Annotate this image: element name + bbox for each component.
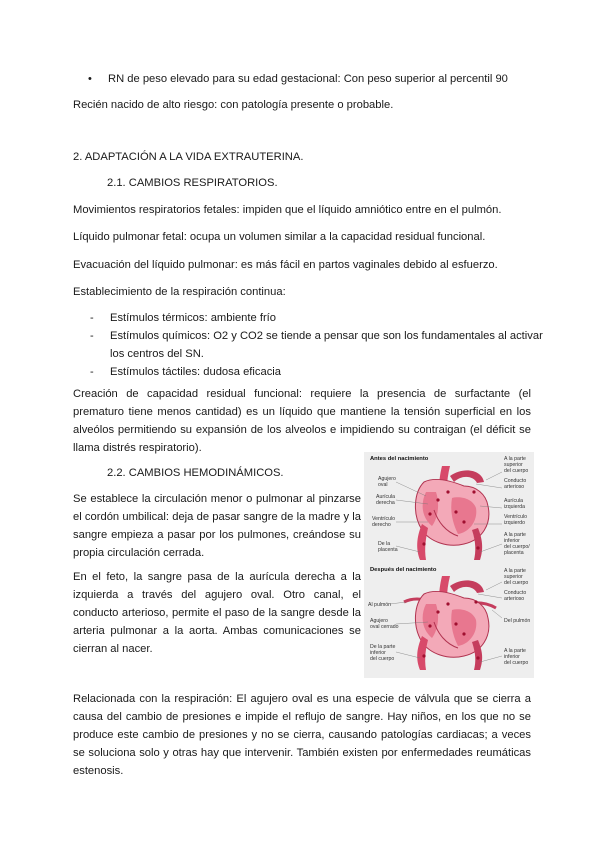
section-heading-adaptacion: 2. ADAPTACIÓN A LA VIDA EXTRAUTERINA. [73,151,304,163]
list-item-quimicos-cont: los centros del SN. [110,348,204,360]
paragraph-movimientos: Movimientos respiratorios fetales: impiden que el líquido amniótico entre en el pulmón. [73,204,502,216]
label-a-la-parte-inferior: A la parte inferior del cuerpo [504,648,529,666]
paragraph-creacion-crf: Creación de capacidad residual funcional: requiere la presencia de surfactante (el prematuro tiene menos cantidad) es un líquido que mantiene la tensión superficial en los alveólos permitiendo su expansión de los alveolos e impidiendo su contraigan (el déficit se llama distrés respiratorio). [73,388,531,454]
heart-circulation-figure [364,452,534,678]
paragraph-liquido-pulmonar: Líquido pulmonar fetal: ocupa un volumen similar a la capacidad residual funcional. [73,231,486,243]
heart-diagram [364,452,534,678]
label-ventriculo-derecho: Ventrículo derecho [372,516,396,528]
paragraph-alto-riesgo: Recién nacido de alto riesgo: con patología presente o probable. [73,99,394,111]
label-parte-inferior-placenta: A la parte inferior del cuerpo/ placenta [504,532,530,556]
paragraph-establecimiento: Establecimiento de la respiración continua: [73,286,286,298]
subsection-heading-respiratorios: 2.1. CAMBIOS RESPIRATORIOS. [107,177,278,189]
label-de-la-placenta: De la placenta [378,541,398,553]
label-de-la-parte-inferior: De la parte inferior del cuerpo [370,644,396,662]
list-item-quimicos: Estímulos químicos: O2 y CO2 se tiende a pensar que son los fundamentales al activar [110,330,543,342]
paragraph-circulacion-menor: Se establece la circulación menor o pulmonar al pinzarse el cordón umbilical: deja de pasar sangre de la madre y la sangre empieza a pasar por los pulmones, creándose su propia circulación cerrada. [73,493,361,559]
label-agujero-oval: Agujero oval [378,476,396,488]
subsection-heading-hemodinamicos: 2.2. CAMBIOS HEMODINÁMICOS. [107,467,284,479]
list-item-termicos: Estímulos térmicos: ambiente frío [110,312,277,324]
bullet-rn-peso-elevado: RN de peso elevado para su edad gestacional: Con peso superior al percentil 90 [108,73,508,85]
figure-title-before: Antes del nacimiento [370,456,429,462]
figure-title-after: Después del nacimiento [370,567,437,573]
bullet-marker: • [88,73,92,85]
paragraph-evacuacion: Evacuación del líquido pulmonar: es más fácil en partos vaginales debido al esfuerzo. [73,259,498,271]
label-al-pulmon: Al pulmón [368,602,392,608]
dash-marker: - [90,366,94,378]
dash-marker: - [90,330,94,342]
label-del-pulmon: Del pulmón [504,618,531,624]
paragraph-feto: En el feto, la sangre pasa de la aurícula derecha a la izquierda a través del agujero oval. Otro canal, el conducto arterioso, permite el paso de la sangre desde la arteria pulmonar a la aorta. Ambas comunicaciones se cierran al nacer. [73,571,361,655]
label-auricula-izquierda: Aurícula izquierda [504,498,526,510]
list-item-tactiles: Estímulos táctiles: dudosa eficacia [110,366,282,378]
label-agujero-oval-cerrado: Agujero oval cerrado [370,618,399,630]
label-conducto-arterioso-after: Conducto arterioso [504,590,527,602]
label-parte-superior-after: A la parte superior del cuerpo [504,568,529,586]
label-conducto-arterioso: Conducto arterioso [504,478,527,490]
dash-marker: - [90,312,94,324]
label-parte-superior: A la parte superior del cuerpo [504,456,529,474]
paragraph-relacionada: Relacionada con la respiración: El agujero oval es una especie de válvula que se cierra a causa del cambio de presiones e impide el reflujo de sangre. Hay niños, en los que no se produce este cambio de presiones y no se cierra, causando patologías cardiacas; a veces se soluciona solo y otras hay que intervenir. También existen por enfermedades reumáticas estenosis. [73,693,531,777]
label-auricula-derecha: Aurícula derecha [376,494,396,506]
label-ventriculo-izquierdo: Ventrículo izquierdo [504,514,528,526]
